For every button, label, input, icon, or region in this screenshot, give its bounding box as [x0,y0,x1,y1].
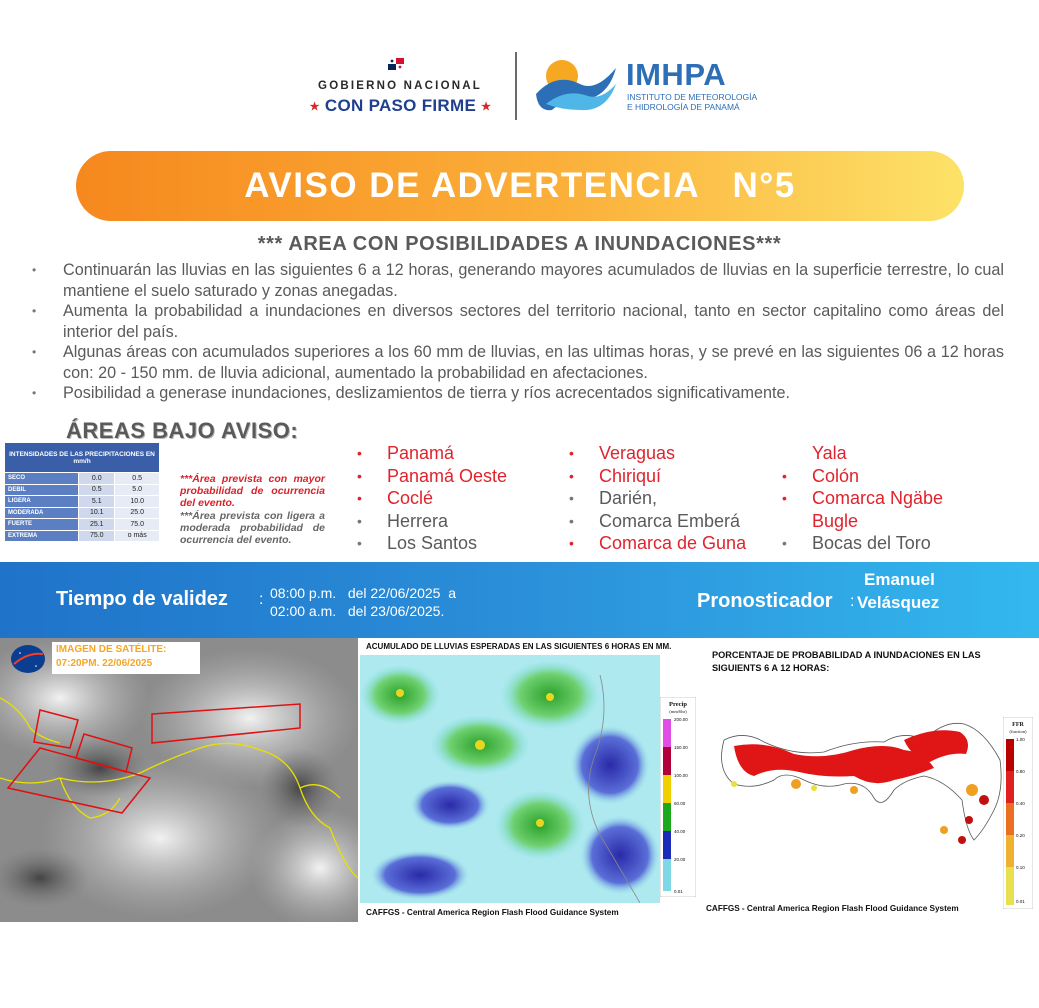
ffg-legend-tick: 0.80 [1016,769,1025,774]
star-icon: ★ [309,101,320,114]
area-item: • Chiriquí [569,465,746,488]
forecaster-colon: : [850,593,855,610]
header-divider [515,52,517,120]
satellite-badge-line1: IMAGEN DE SATÉLITE: [56,644,167,655]
star-icon: ★ [481,101,492,114]
area-item-continued: Yala [812,443,847,463]
panama-flag-icon [388,58,404,70]
rain-legend-tick: 0.01 [674,889,683,894]
org-sub2: E HIDROLOGÍA DE PANAMÁ [627,102,740,112]
rain-legend [660,697,696,897]
ffg-map-title1: PORCENTAJE DE PROBABILIDAD A INUNDACIONES EN LAS [712,650,981,660]
bullet-list [32,260,1004,404]
table-row: FUERTE 25.1 75.0 [5,519,160,531]
table-row: SECO 0.0 0.5 [5,473,160,485]
area-item: • Comarca Emberá [569,510,746,533]
forecaster-name2: Velásquez [857,593,940,612]
ffg-map-image [704,680,1004,900]
ffg-map-footer: CAFFGS - Central America Region Flash Flood Guidance System [706,904,959,913]
area-item: • Comarca de Guna [569,532,746,555]
bullet-item: • Continuarán las lluvias en las siguientes 6 a 12 horas, generando mayores acumulados de lluvias en la superficie terrestre, lo cual mantiene el suelo saturado y zonas anegadas. [32,260,1004,301]
forecaster-label: Pronosticador [697,590,833,612]
gov-line2 [298,96,503,116]
ffg-legend-title: FFR [1012,722,1024,728]
area-item: • Darién, [569,487,746,510]
areas-column-3 [782,442,943,555]
area-item: • Bocas del Toro [782,532,943,555]
rain-legend-tick: 20.00 [674,857,686,862]
satellite-image [0,638,358,922]
ffg-legend-tick: 0.40 [1016,801,1025,806]
area-item: • Herrera [357,510,507,533]
ffg-legend-tick: 0.20 [1016,833,1025,838]
table-row: DEBIL 0.5 5.0 [5,484,160,496]
bullet-item: • Posibilidad a generase inundaciones, deslizamientos de tierra y ríos acrecentados significativamente. [32,383,1004,404]
rain-legend-tick: 40.00 [674,829,686,834]
rain-legend-tick: 150.00 [674,745,688,750]
rain-map-image [360,655,660,903]
validity-line2: 02:00 a.m. del 23/06/2025. [270,603,445,619]
gov-slogan: CON PASO FIRME [324,96,477,115]
ffg-legend [1003,717,1033,909]
areas-column-2 [569,442,746,555]
intensity-table [4,442,160,542]
rain-legend-unit: (mm/6hr) [669,709,687,714]
table-row: MODERADA 10.1 25.0 [5,507,160,519]
area-item: • Comarca Ngäbe [782,487,943,510]
rain-map-title: ACUMULADO DE LLUVIAS ESPERADAS EN LAS SIGUIENTES 6 HORAS EN MM. [366,642,672,651]
warning-title: AVISO DE ADVERTENCIA N°5 [244,166,796,205]
forecaster-name1: Emanuel [864,570,935,589]
validity-label: Tiempo de validez [56,588,228,610]
area-item: • Veraguas [569,442,746,465]
rain-legend-tick: 60.00 [674,801,686,806]
org-sub1: INSTITUTO DE METEOROLOGÍA [627,92,758,102]
table-row: LIGERA 5.1 10.0 [5,496,160,508]
rain-legend-tick: 100.00 [674,773,688,778]
imhpa-logo-icon [532,54,620,116]
areas-column-1 [357,442,507,555]
validity-colon: : [259,591,264,608]
table-header: INTENSIDADES DE LAS PRECIPITACIONES EN mm/h [5,443,160,473]
ffg-legend-tick: 0.10 [1016,865,1025,870]
area-item: • Colón [782,465,943,488]
area-item: • Panamá Oeste [357,465,507,488]
satellite-badge-line2: 07:20PM. 22/06/2025 [56,658,153,669]
org-name: IMHPA [626,57,727,92]
area-item: • Los Santos [357,532,507,555]
note-low-probability: ***Área prevista con ligera a moderada probabilidad de ocurrencia del evento. [180,510,325,546]
area-item: • Coclé [357,487,507,510]
bullet-item: • Algunas áreas con acumulados superiores a los 60 mm de lluvias, en las ultimas horas, y se prevé en las siguientes 06 a 12 horas con: 20 - 150 mm. de lluvia adicional, aumentado la probabilidad en afectaciones. [32,342,1004,383]
bullet-item: • Aumenta la probabilidad a inundaciones en diversos sectores del territorio nacional, tanto en sector capitalino como áreas del interior del país. [32,301,1004,342]
note-high-probability: ***Área prevista con mayor probabilidad de ocurrencia del evento. [180,473,325,509]
nasa-logo-icon [10,644,46,674]
ffg-legend-unit: (fraction) [1009,729,1027,734]
ffg-legend-tick: 0.01 [1016,899,1025,904]
rain-map-footer: CAFFGS - Central America Region Flash Flood Guidance System [366,908,619,917]
table-row: EXTREMA 75.0 o más [5,530,160,542]
warning-subtitle: *** AREA CON POSIBILIDADES A INUNDACIONES*** [257,233,782,255]
rain-legend-tick: 200.00 [674,717,688,722]
ffg-legend-tick: 1.00 [1016,737,1025,742]
rain-legend-title: Precip [669,701,687,708]
gov-line1: GOBIERNO NACIONAL [318,80,482,92]
areas-title: ÁREAS BAJO AVISO: [66,418,299,443]
validity-line1: 08:00 p.m. del 22/06/2025 a [270,585,457,601]
area-item: • Panamá [357,442,507,465]
ffg-map-title2: SIGUIENTS 6 A 12 HORAS: [712,663,830,673]
area-item-continued: Bugle [812,510,859,531]
